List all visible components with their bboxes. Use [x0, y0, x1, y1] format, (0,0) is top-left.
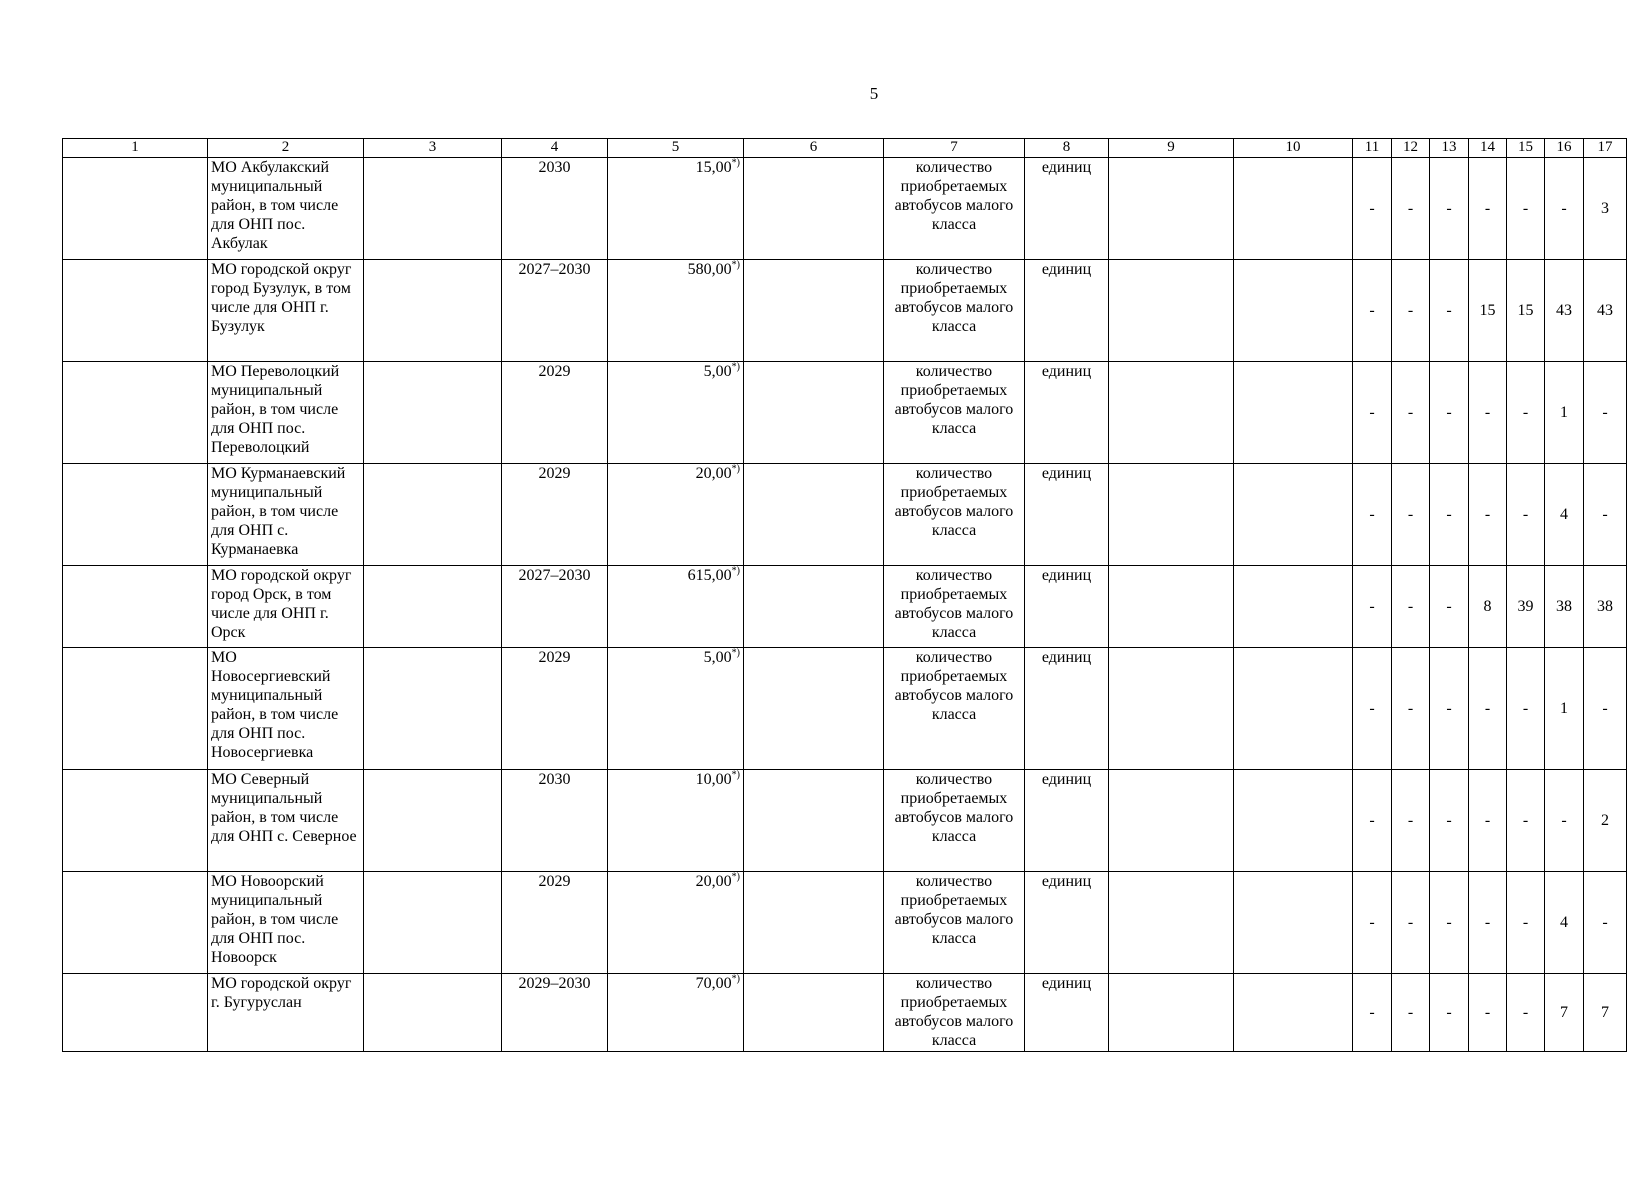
municipality-cell: МО Северный муниципальный район, в том числе для ОНП с. Северное [208, 770, 364, 872]
value-cell-col-16: 1 [1545, 648, 1584, 770]
amount-cell [608, 770, 744, 872]
cell-col-10 [1234, 260, 1353, 362]
table-row [63, 974, 1627, 1052]
value-cell-col-15: 15 [1507, 260, 1545, 362]
amount-cell [608, 648, 744, 770]
value-cell-col-16: - [1545, 158, 1584, 260]
value-cell-col-12: - [1392, 158, 1430, 260]
unit-cell: единиц [1025, 362, 1109, 464]
cell-col-9 [1109, 648, 1234, 770]
value-cell-col-16: 7 [1545, 974, 1584, 1052]
cell-col-10 [1234, 770, 1353, 872]
value-cell-col-17: 38 [1584, 566, 1627, 648]
value-cell-col-15: - [1507, 362, 1545, 464]
table-row [63, 648, 1627, 770]
value-cell-col-16: 1 [1545, 362, 1584, 464]
cell-col-9 [1109, 362, 1234, 464]
value-cell-col-11: - [1353, 648, 1392, 770]
cell-col-6 [744, 648, 884, 770]
value-cell-col-13: - [1430, 872, 1469, 974]
value-cell-col-13: - [1430, 566, 1469, 648]
value-cell-col-14: - [1469, 464, 1507, 566]
value-cell-col-11: - [1353, 260, 1392, 362]
table-row [63, 566, 1627, 648]
value-cell-col-15: - [1507, 974, 1545, 1052]
cell-col-6 [744, 770, 884, 872]
indicator-cell: количество приобретаемых автобусов малого класса [884, 158, 1025, 260]
unit-cell: единиц [1025, 260, 1109, 362]
cell-col-9 [1109, 974, 1234, 1052]
value-cell-col-15: - [1507, 464, 1545, 566]
cell-col-6 [744, 158, 884, 260]
cell-col-1 [63, 362, 208, 464]
cell-col-10 [1234, 566, 1353, 648]
amount-value: 20,00 [695, 465, 732, 482]
page-number: 5 [869, 84, 879, 103]
cell-col-3 [364, 464, 502, 566]
year-cell: 2027–2030 [502, 566, 608, 648]
indicator-cell: количество приобретаемых автобусов малого класса [884, 464, 1025, 566]
table-row [63, 260, 1627, 362]
amount-footnote-mark: *) [731, 463, 740, 475]
value-cell-col-15: - [1507, 158, 1545, 260]
cell-col-3 [364, 648, 502, 770]
municipality-cell: МО городской округ г. Бугуруслан [208, 974, 364, 1052]
value-cell-col-14: - [1469, 362, 1507, 464]
value-cell-col-14: - [1469, 770, 1507, 872]
year-cell: 2029–2030 [502, 974, 608, 1052]
cell-col-6 [744, 260, 884, 362]
indicator-cell: количество приобретаемых автобусов малого класса [884, 362, 1025, 464]
municipality-cell: МО Новоорский муниципальный район, в том числе для ОНП пос. Новоорск [208, 872, 364, 974]
year-cell: 2029 [502, 362, 608, 464]
value-cell-col-17: - [1584, 362, 1627, 464]
cell-col-3 [364, 260, 502, 362]
amount-value: 70,00 [695, 975, 732, 992]
value-cell-col-13: - [1430, 464, 1469, 566]
municipality-cell: МО Новосергиевский муниципальный район, в том числе для ОНП пос. Новосергиевка [208, 648, 364, 770]
amount-value: 615,00 [687, 567, 732, 584]
unit-cell: единиц [1025, 158, 1109, 260]
cell-col-6 [744, 872, 884, 974]
cell-col-3 [364, 974, 502, 1052]
value-cell-col-16: - [1545, 770, 1584, 872]
value-cell-col-16: 43 [1545, 260, 1584, 362]
year-cell: 2030 [502, 770, 608, 872]
value-cell-col-15: 39 [1507, 566, 1545, 648]
indicator-cell: количество приобретаемых автобусов малого класса [884, 770, 1025, 872]
unit-cell: единиц [1025, 974, 1109, 1052]
value-cell-col-13: - [1430, 158, 1469, 260]
header-row [63, 139, 1627, 158]
value-cell-col-17: - [1584, 648, 1627, 770]
value-cell-col-11: - [1353, 158, 1392, 260]
amount-value: 15,00 [695, 159, 732, 176]
column-header-16: 16 [1545, 139, 1584, 158]
amount-cell [608, 362, 744, 464]
cell-col-3 [364, 362, 502, 464]
municipality-cell: МО городской округ город Орск, в том числе для ОНП г. Орск [208, 566, 364, 648]
cell-col-6 [744, 566, 884, 648]
column-header-12: 12 [1392, 139, 1430, 158]
cell-col-9 [1109, 872, 1234, 974]
value-cell-col-12: - [1392, 464, 1430, 566]
year-cell: 2027–2030 [502, 260, 608, 362]
table-row [63, 872, 1627, 974]
value-cell-col-16: 38 [1545, 566, 1584, 648]
year-cell: 2030 [502, 158, 608, 260]
amount-footnote-mark: *) [731, 973, 740, 985]
amount-footnote-mark: *) [731, 361, 740, 373]
amount-footnote-mark: *) [731, 157, 740, 169]
column-header-7: 7 [884, 139, 1025, 158]
value-cell-col-17: 7 [1584, 974, 1627, 1052]
table-row [63, 362, 1627, 464]
column-header-4: 4 [502, 139, 608, 158]
cell-col-1 [63, 260, 208, 362]
amount-cell [608, 974, 744, 1052]
table-body [63, 158, 1627, 1052]
column-header-10: 10 [1234, 139, 1353, 158]
table-row [63, 464, 1627, 566]
amount-cell [608, 872, 744, 974]
value-cell-col-14: - [1469, 872, 1507, 974]
cell-col-10 [1234, 464, 1353, 566]
amount-footnote-mark: *) [731, 565, 740, 577]
amount-cell [608, 260, 744, 362]
column-header-3: 3 [364, 139, 502, 158]
value-cell-col-17: - [1584, 872, 1627, 974]
cell-col-9 [1109, 158, 1234, 260]
value-cell-col-17: 3 [1584, 158, 1627, 260]
cell-col-6 [744, 464, 884, 566]
municipality-cell: МО городской округ город Бузулук, в том числе для ОНП г. Бузулук [208, 260, 364, 362]
amount-cell [608, 464, 744, 566]
indicator-cell: количество приобретаемых автобусов малого класса [884, 566, 1025, 648]
column-header-1: 1 [63, 139, 208, 158]
value-cell-col-12: - [1392, 648, 1430, 770]
amount-value: 10,00 [695, 771, 732, 788]
value-cell-col-12: - [1392, 974, 1430, 1052]
value-cell-col-11: - [1353, 770, 1392, 872]
amount-value: 5,00 [703, 363, 732, 380]
cell-col-3 [364, 770, 502, 872]
value-cell-col-11: - [1353, 566, 1392, 648]
value-cell-col-15: - [1507, 770, 1545, 872]
value-cell-col-13: - [1430, 260, 1469, 362]
value-cell-col-11: - [1353, 362, 1392, 464]
year-cell: 2029 [502, 872, 608, 974]
amount-footnote-mark: *) [731, 871, 740, 883]
amount-cell [608, 566, 744, 648]
municipality-cell: МО Курманаевский муниципальный район, в том числе для ОНП с. Курманаевка [208, 464, 364, 566]
amount-value: 580,00 [687, 261, 732, 278]
value-cell-col-11: - [1353, 464, 1392, 566]
value-cell-col-17: 43 [1584, 260, 1627, 362]
value-cell-col-12: - [1392, 872, 1430, 974]
municipality-cell: МО Переволоцкий муниципальный район, в том числе для ОНП пос. Переволоцкий [208, 362, 364, 464]
indicator-cell: количество приобретаемых автобусов малого класса [884, 648, 1025, 770]
table-row [63, 770, 1627, 872]
value-cell-col-17: - [1584, 464, 1627, 566]
value-cell-col-11: - [1353, 974, 1392, 1052]
cell-col-10 [1234, 158, 1353, 260]
column-header-6: 6 [744, 139, 884, 158]
value-cell-col-13: - [1430, 974, 1469, 1052]
indicator-cell: количество приобретаемых автобусов малого класса [884, 974, 1025, 1052]
value-cell-col-15: - [1507, 872, 1545, 974]
column-header-13: 13 [1430, 139, 1469, 158]
value-cell-col-16: 4 [1545, 464, 1584, 566]
cell-col-6 [744, 362, 884, 464]
indicator-cell: количество приобретаемых автобусов малого класса [884, 872, 1025, 974]
cell-col-3 [364, 872, 502, 974]
cell-col-1 [63, 648, 208, 770]
value-cell-col-11: - [1353, 872, 1392, 974]
cell-col-1 [63, 974, 208, 1052]
column-header-8: 8 [1025, 139, 1109, 158]
column-header-2: 2 [208, 139, 364, 158]
cell-col-10 [1234, 362, 1353, 464]
amount-footnote-mark: *) [731, 769, 740, 781]
value-cell-col-12: - [1392, 362, 1430, 464]
year-cell: 2029 [502, 464, 608, 566]
cell-col-1 [63, 872, 208, 974]
value-cell-col-14: - [1469, 158, 1507, 260]
municipality-cell: МО Акбулакский муниципальный район, в том числе для ОНП пос. Акбулак [208, 158, 364, 260]
value-cell-col-13: - [1430, 362, 1469, 464]
value-cell-col-14: - [1469, 974, 1507, 1052]
cell-col-9 [1109, 260, 1234, 362]
cell-col-1 [63, 770, 208, 872]
cell-col-9 [1109, 464, 1234, 566]
year-cell: 2029 [502, 648, 608, 770]
cell-col-3 [364, 158, 502, 260]
unit-cell: единиц [1025, 872, 1109, 974]
value-cell-col-12: - [1392, 566, 1430, 648]
value-cell-col-14: - [1469, 648, 1507, 770]
column-header-9: 9 [1109, 139, 1234, 158]
column-header-5: 5 [608, 139, 744, 158]
amount-value: 5,00 [703, 649, 732, 666]
unit-cell: единиц [1025, 648, 1109, 770]
value-cell-col-15: - [1507, 648, 1545, 770]
column-header-15: 15 [1507, 139, 1545, 158]
cell-col-6 [744, 974, 884, 1052]
cell-col-1 [63, 464, 208, 566]
column-header-11: 11 [1353, 139, 1392, 158]
cell-col-10 [1234, 974, 1353, 1052]
unit-cell: единиц [1025, 566, 1109, 648]
value-cell-col-17: 2 [1584, 770, 1627, 872]
amount-footnote-mark: *) [731, 259, 740, 271]
column-header-14: 14 [1469, 139, 1507, 158]
cell-col-1 [63, 566, 208, 648]
value-cell-col-14: 15 [1469, 260, 1507, 362]
column-header-17: 17 [1584, 139, 1627, 158]
cell-col-1 [63, 158, 208, 260]
cell-col-10 [1234, 872, 1353, 974]
indicator-cell: количество приобретаемых автобусов малого класса [884, 260, 1025, 362]
unit-cell: единиц [1025, 464, 1109, 566]
value-cell-col-13: - [1430, 648, 1469, 770]
amount-cell [608, 158, 744, 260]
data-table [62, 138, 1627, 1052]
amount-value: 20,00 [695, 873, 732, 890]
value-cell-col-16: 4 [1545, 872, 1584, 974]
table-row [63, 158, 1627, 260]
cell-col-10 [1234, 648, 1353, 770]
cell-col-9 [1109, 770, 1234, 872]
amount-footnote-mark: *) [731, 647, 740, 659]
value-cell-col-12: - [1392, 770, 1430, 872]
value-cell-col-12: - [1392, 260, 1430, 362]
value-cell-col-13: - [1430, 770, 1469, 872]
unit-cell: единиц [1025, 770, 1109, 872]
cell-col-9 [1109, 566, 1234, 648]
value-cell-col-14: 8 [1469, 566, 1507, 648]
cell-col-3 [364, 566, 502, 648]
